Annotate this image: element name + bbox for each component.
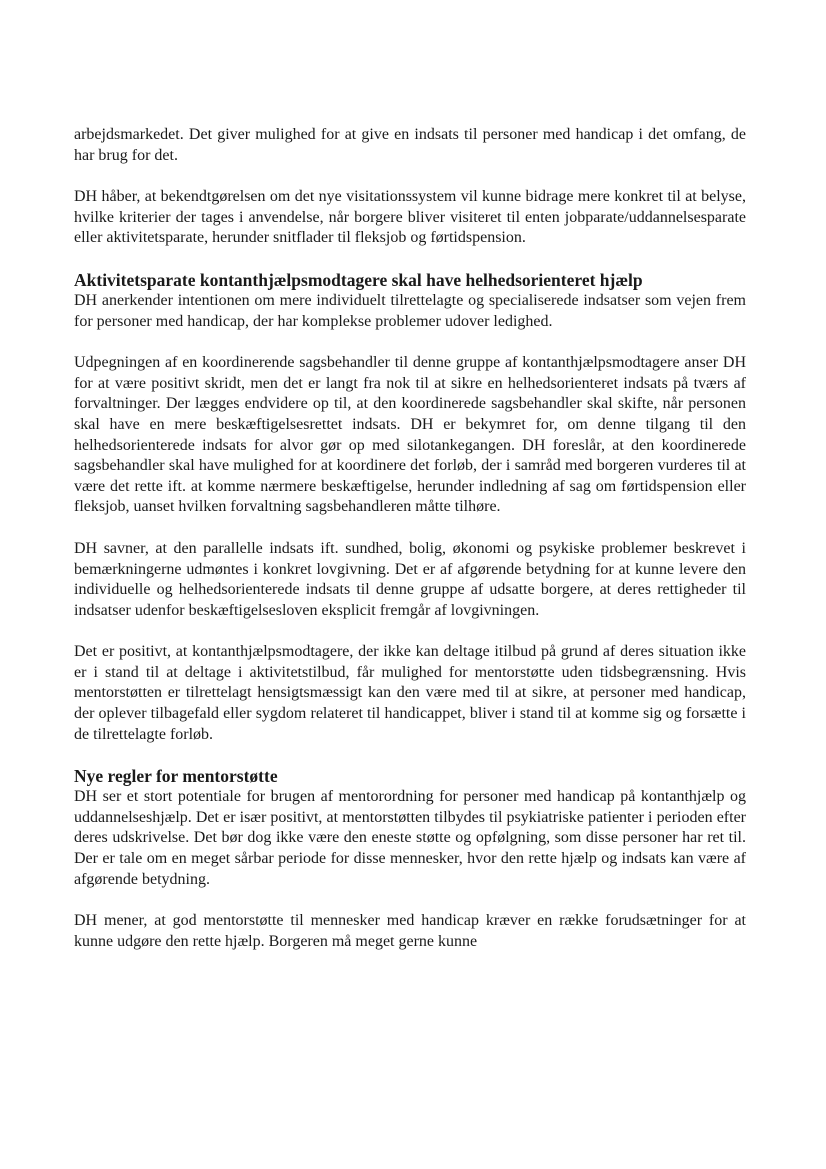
section-heading: Aktivitetsparate kontanthjælpsmodtagere skal have helhedsorienteret hjælp (74, 269, 643, 290)
body-paragraph: DH ser et stort potentiale for brugen af mentorordning for personer med handicap på kontanthjælp og uddannelseshjælp. Det er især positivt, at mentorstøtten tilbydes til psykiatriske patienter i perioden efter deres udskrivelse. Det bør dog ikke være den eneste støtte og opfølgning, som disse personer har ret til. Der er tale om en meget sårbar periode for disse mennesker, hvor den rette hjælp og indsats kan være af afgørende betydning. (74, 788, 746, 888)
body-paragraph: DH anerkender intentionen om mere individuelt tilrettelagte og specialiserede indsatser som vejen frem for personer med handicap, der har komplekse problemer udover ledighed. (74, 291, 746, 330)
body-paragraph: DH savner, at den parallelle indsats ift. sundhed, bolig, økonomi og psykiske problemer beskrevet i bemærkningerne udmøntes i konkret lovgivning. Det er af afgørende betydning for at kunne levere den individuelle og helhedsorienterede indsats til denne gruppe af udsatte borgere, at deres rettigheder til indsatser udenfor beskæftigelsesloven eksplicit fremgår af lovgivningen. (74, 539, 746, 619)
body-paragraph: arbejdsmarkedet. Det giver mulighed for at give en indsats til personer med handicap i det omfang, de har brug for det. (74, 126, 746, 164)
body-paragraph: DH mener, at god mentorstøtte til mennesker med handicap kræver en række forudsætninger for at kunne udgøre den rette hjælp. Borgeren må meget gerne kunne (74, 912, 746, 950)
section-heading: Nye regler for mentorstøtte (74, 766, 278, 787)
body-paragraph: Det er positivt, at kontanthjælpsmodtagere, der ikke kan deltage itilbud på grund af deres situation ikke er i stand til at deltage i aktivitetstilbud, får mulighed for mentorstøtte uden tidsbegrænsning. Hvis mentorstøtten er tilrettelagt hensigtsmæssigt kan den være med til at sikre, at personer med handicap, der oplever tilbagefald eller sygdom relateret til handicappet, bliver i stand til at komme sig og forsætte i de tilrettelagte forløb. (74, 643, 746, 743)
body-paragraph: DH håber, at bekendtgørelsen om det nye visitationssystem vil kunne bidrage mere konkret til at belyse, hvilke kriterier der tages i anvendelse, når borgere bliver visiteret til enten jobparate/uddannelsesparate eller aktivitetsparate, herunder snitflader til fleksjob og førtidspension. (74, 188, 746, 247)
body-paragraph: Udpegningen af en koordinerende sagsbehandler til denne gruppe af kontanthjælpsmodtagere anser DH for at være positivt skridt, men det er langt fra nok til at sikre en helhedsorienteret indsats på tværs af forvaltninger. Der lægges endvidere op til, at den koordinerede sagsbehandler skal skifte, når personen skal have en mere beskæftigelsesrettet indsats. DH er bekymret for, om denne tilgang til den helhedsorienterede indsats for alvor gør op med silotankegangen. DH foreslår, at den koordinerede sagsbehandler skal have mulighed for at koordinere det forløb, der i samråd med borgeren vurderes til at være det rette ift. at komme nærmere beskæftigelse, herunder indledning af sag om førtidspension eller fleksjob, uanset hvilken forvaltning sagsbehandleren måtte tilhøre. (74, 354, 746, 516)
document-body (74, 125, 746, 973)
